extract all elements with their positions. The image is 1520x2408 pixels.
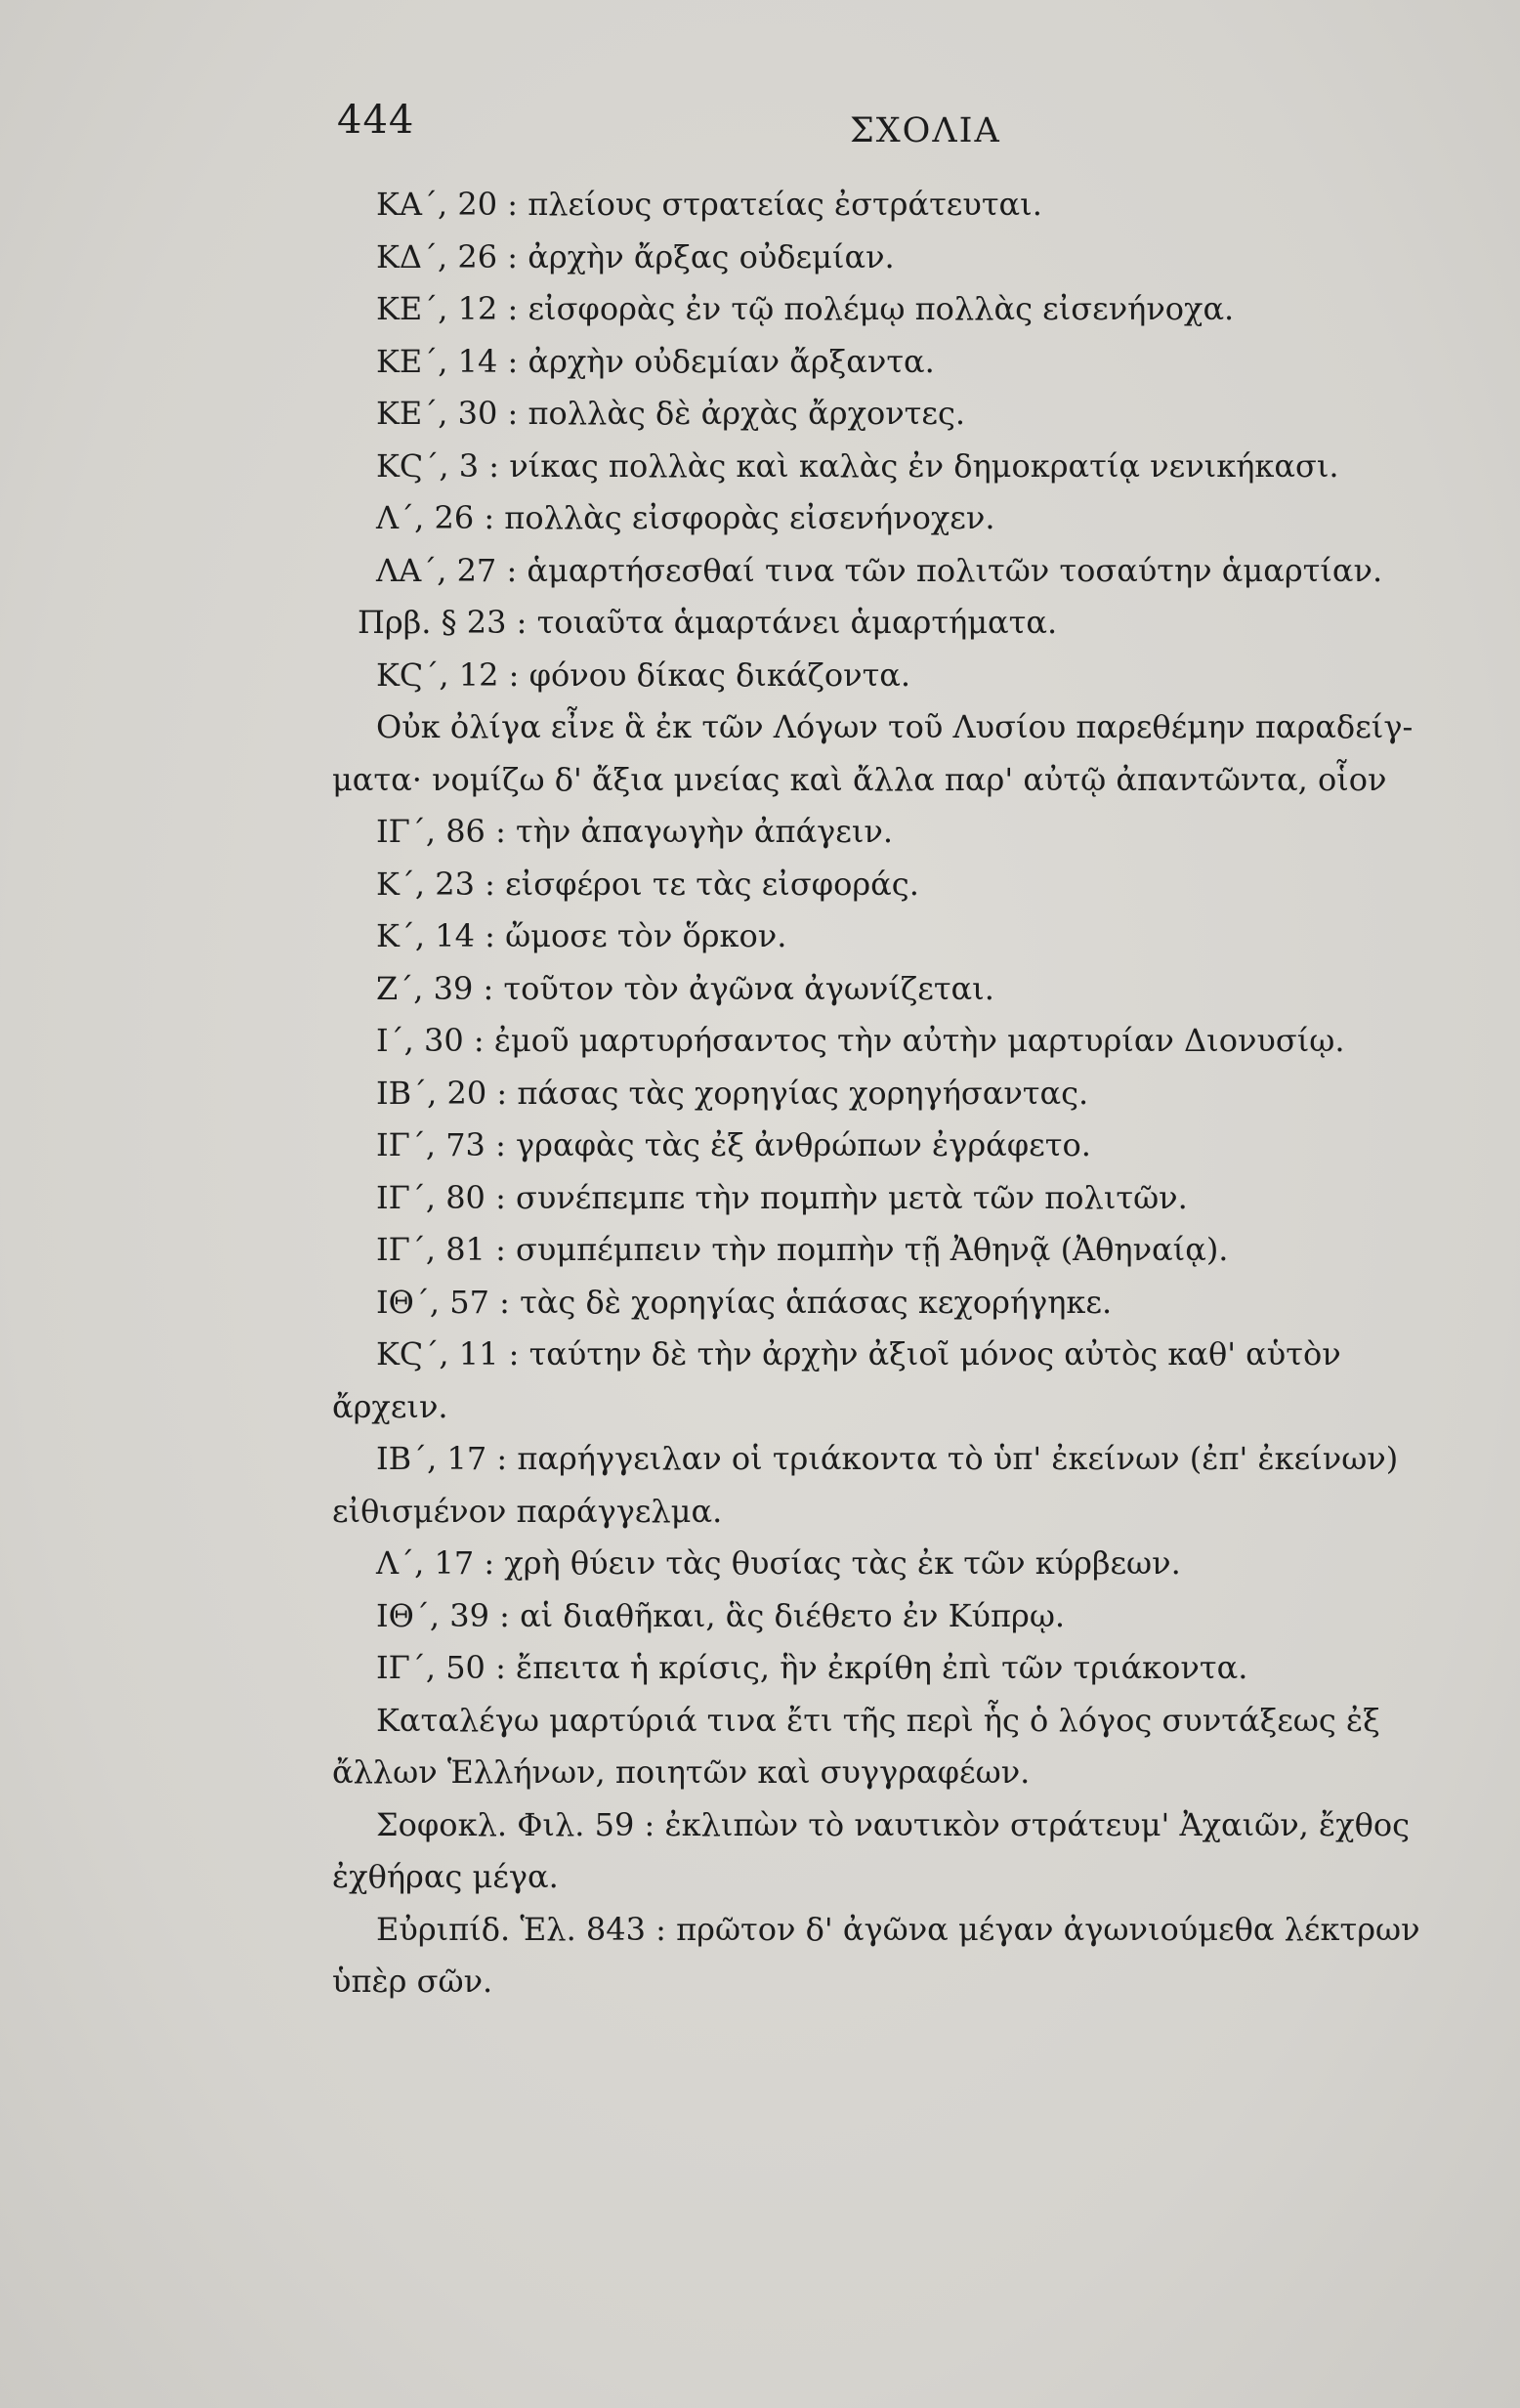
text-line: εἰθισμένον παράγγελμα. [332, 1492, 723, 1530]
page-header [337, 98, 1442, 156]
text-line: ΙΘ΄, 57 : τὰς δὲ χορηγίας ἁπάσας κεχορήγηκε. [376, 1283, 1113, 1321]
text-line: Κ΄, 23 : εἰσφέροι τε τὰς εἰσφοράς. [376, 865, 919, 903]
running-title: ΣΧΟΛΙΑ [850, 111, 1001, 150]
text-line: Ζ΄, 39 : τοῦτον τὸν ἀγῶνα ἀγωνίζεται. [376, 969, 994, 1007]
text-line: ΚΔ΄, 26 : ἀρχὴν ἄρξας οὐδεμίαν. [376, 237, 895, 275]
text-line: ΚϚ΄, 3 : νίκας πολλὰς καὶ καλὰς ἐν δημοκρατίᾳ νενικήκασι. [376, 446, 1339, 485]
text-line: Πρβ. § 23 : τοιαῦτα ἁμαρτάνει ἁμαρτήματα. [358, 604, 1058, 641]
page-number: 444 [337, 98, 415, 143]
body-text [332, 179, 1446, 2008]
text-line: ΚϚ΄, 12 : φόνου δίκας δικάζοντα. [376, 655, 911, 694]
text-line: ματα· νομίζω δ' ἄξια μνείας καὶ ἄλλα παρ' αὐτῷ ἀπαντῶντα, οἷον [332, 760, 1387, 798]
text-line: ΙΓ΄, 73 : γραφὰς τὰς ἐξ ἀνθρώπων ἐγράφετο. [376, 1126, 1091, 1163]
text-line: ΚΕ΄, 12 : εἰσφορὰς ἐν τῷ πολέμῳ πολλὰς εἰσενήνοχα. [376, 290, 1235, 327]
text-line: ΚΑ΄, 20 : πλείους στρατείας ἐστράτευται. [376, 186, 1042, 223]
text-line: ΙΓ΄, 50 : ἔπειτα ἡ κρίσις, ἣν ἐκρίθη ἐπὶ τῶν τριάκοντα. [376, 1649, 1248, 1686]
text-line: ἄρχειν. [332, 1387, 448, 1425]
text-line: ΚΕ΄, 30 : πολλὰς δὲ ἀρχὰς ἄρχοντες. [376, 395, 966, 432]
text-line: Καταλέγω μαρτύριά τινα ἔτι τῆς περὶ ἧς ὁ λόγος συντάξεως ἐξ [376, 1701, 1380, 1739]
text-line: ὑπὲρ σῶν. [332, 1963, 493, 2000]
text-line: ΙΒ΄, 17 : παρήγγειλαν οἱ τριάκοντα τὸ ὑπ' ἐκείνων (ἐπ' ἐκείνων) [376, 1440, 1399, 1477]
text-line: Κ΄, 14 : ὤμοσε τὸν ὅρκον. [376, 917, 787, 954]
text-line: ἄλλων Ἑλλήνων, ποιητῶν καὶ συγγραφέων. [332, 1753, 1031, 1791]
text-line: Λ΄, 17 : χρὴ θύειν τὰς θυσίας τὰς ἐκ τῶν κύρβεων. [376, 1544, 1181, 1582]
text-line: ΙΘ΄, 39 : αἱ διαθῆκαι, ἃς διέθετο ἐν Κύπρῳ. [376, 1596, 1066, 1634]
text-line: Σοφοκλ. Φιλ. 59 : ἐκλιπὼν τὸ ναυτικὸν στράτευμ' Ἀχαιῶν, ἔχθος [376, 1805, 1411, 1843]
text-line: ΙΓ΄, 80 : συνέπεμπε τὴν πομπὴν μετὰ τῶν πολιτῶν. [376, 1178, 1188, 1216]
text-line: ΙΒ΄, 20 : πάσας τὰς χορηγίας χορηγήσαντας. [376, 1074, 1089, 1112]
text-line: ἐχθήρας μέγα. [332, 1858, 559, 1895]
text-line: Λ΄, 26 : πολλὰς εἰσφορὰς εἰσενήνοχεν. [376, 499, 995, 536]
text-line: Οὐκ ὀλίγα εἶνε ἃ ἐκ τῶν Λόγων τοῦ Λυσίου παρεθέμην παραδείγ- [376, 708, 1414, 745]
text-line: ΙΓ΄, 81 : συμπέμπειν τὴν πομπὴν τῇ Ἀθηνᾷ (Ἀθηναίᾳ). [376, 1231, 1229, 1268]
text-line: ΚΕ΄, 14 : ἀρχὴν οὐδεμίαν ἄρξαντα. [376, 342, 935, 380]
text-line: Εὐριπίδ. Ἑλ. 843 : πρῶτον δ' ἀγῶνα μέγαν ἀγωνιούμεθα λέκτρων [376, 1910, 1420, 1948]
text-line: ΛΑ΄, 27 : ἁμαρτήσεσθαί τινα τῶν πολιτῶν τοσαύτην ἁμαρτίαν. [376, 551, 1383, 589]
text-line: ΚϚ΄, 11 : ταύτην δὲ τὴν ἀρχὴν ἀξιοῖ μόνος αὐτὸς καθ' αὑτὸν [376, 1335, 1341, 1373]
text-line: ΙΓ΄, 86 : τὴν ἀπαγωγὴν ἀπάγειν. [376, 813, 894, 850]
text-line: Ι΄, 30 : ἐμοῦ μαρτυρήσαντος τὴν αὐτὴν μαρτυρίαν Διονυσίῳ. [376, 1022, 1345, 1059]
